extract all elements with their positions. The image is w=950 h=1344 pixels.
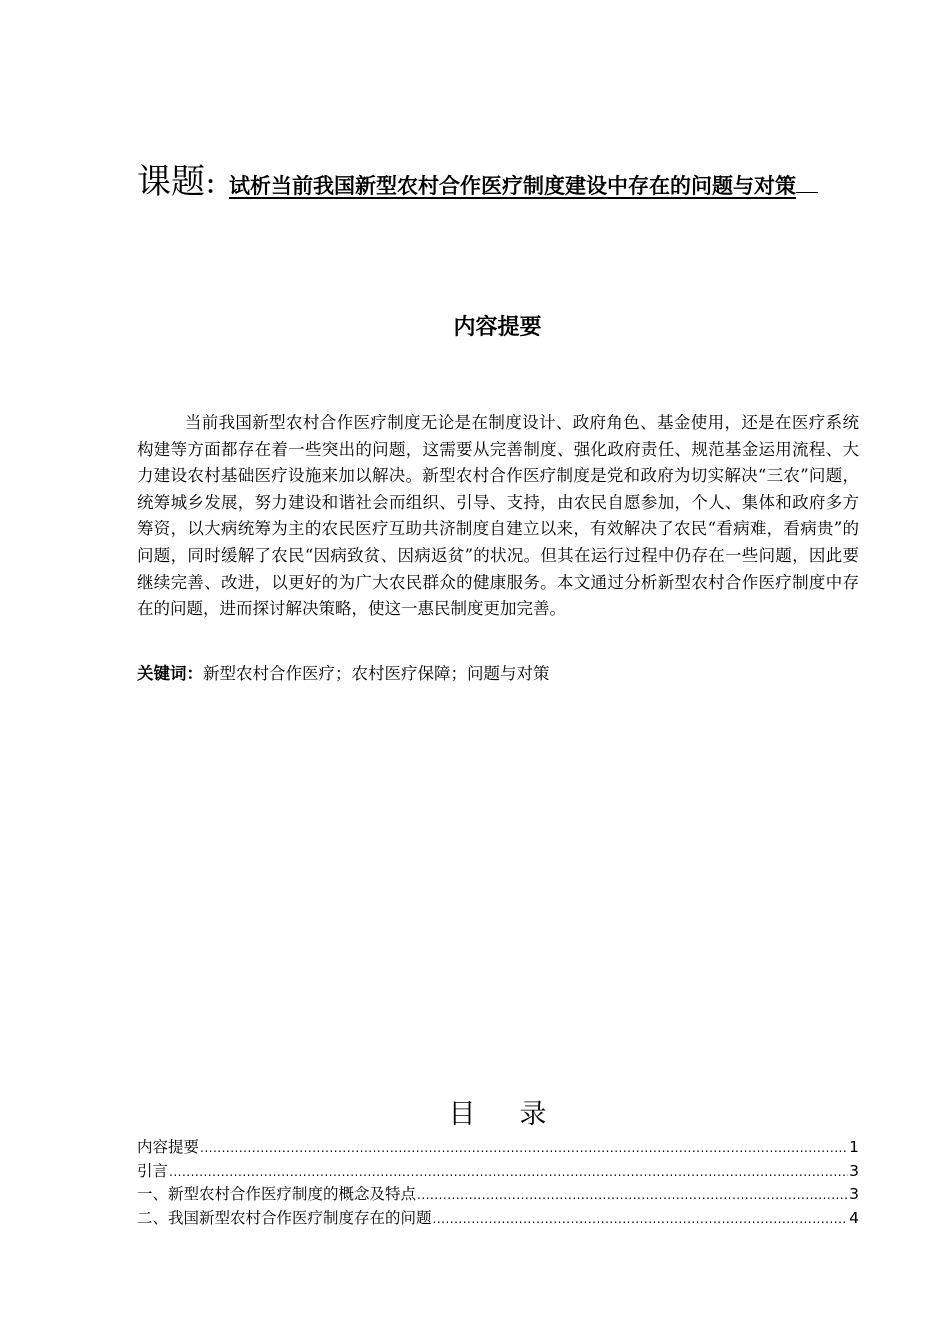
table-of-contents <box>137 1135 859 1229</box>
toc-entry[interactable] <box>137 1135 859 1159</box>
toc-entry-page: 4 <box>849 1208 859 1227</box>
toc-heading-right: 录 <box>519 1099 547 1130</box>
toc-entry-label: 二、我国新型农村合作医疗制度存在的问题 <box>137 1208 432 1227</box>
toc-entry[interactable] <box>137 1182 859 1206</box>
toc-leader-dots <box>433 1212 849 1226</box>
toc-leader-dots <box>169 1165 848 1179</box>
title-underline-trail <box>796 191 818 193</box>
title-colon: ： <box>205 171 229 199</box>
toc-heading <box>0 1092 950 1131</box>
keywords-text: 新型农村合作医疗；农村医疗保障；问题与对策 <box>203 664 550 683</box>
thesis-title <box>137 154 867 203</box>
abstract-body <box>137 410 859 623</box>
toc-entry-page: 3 <box>849 1185 859 1203</box>
toc-entry-page: 1 <box>849 1138 859 1156</box>
toc-entry-page: 3 <box>849 1161 859 1180</box>
toc-entry-label: 内容提要 <box>137 1138 200 1156</box>
keywords <box>137 660 859 688</box>
abstract-paragraph: 当前我国新型农村合作医疗制度无论是在制度设计、政府角色、基金使用，还是在医疗系统构建等方面都存在着一些突出的问题，这需要从完善制度、强化政府责任、规范基金运用流程、大力建设农村基础医疗设施来加以解决。新型农村合作医疗制度是党和政府为切实解决“三农”问题，统筹城乡发展，努力建设和谐社会而组织、引导、支持，由农民自愿参加，个人、集体和政府多方筹资，以大病统筹为主的农民医疗互助共济制度自建立以来，有效解决了农民“看病难，看病贵”的问题，同时缓解了农民“因病致贫、因病返贫”的状况。但其在运行过程中仍存在一些问题，因此要继续完善、改进，以更好的为广大农民群众的健康服务。本文通过分析新型农村合作医疗制度中存在的问题，进而探讨解决策略，使这一惠民制度更加完善。 <box>137 413 859 619</box>
toc-entry[interactable] <box>137 1159 859 1183</box>
toc-entry-label: 一、新型农村合作医疗制度的概念及特点 <box>137 1185 417 1203</box>
toc-entry-label: 引言 <box>137 1161 169 1180</box>
toc-leader-dots <box>417 1188 848 1202</box>
toc-leader-dots <box>200 1141 848 1155</box>
toc-entry[interactable] <box>137 1206 859 1230</box>
toc-heading-left: 目 <box>448 1099 476 1130</box>
keywords-label: 关键词： <box>137 664 203 683</box>
title-text: 试析当前我国新型农村合作医疗制度建设中存在的问题与对策 <box>229 174 796 198</box>
title-label: 课题 <box>137 162 205 202</box>
abstract-heading: 内容提要 <box>453 315 542 340</box>
